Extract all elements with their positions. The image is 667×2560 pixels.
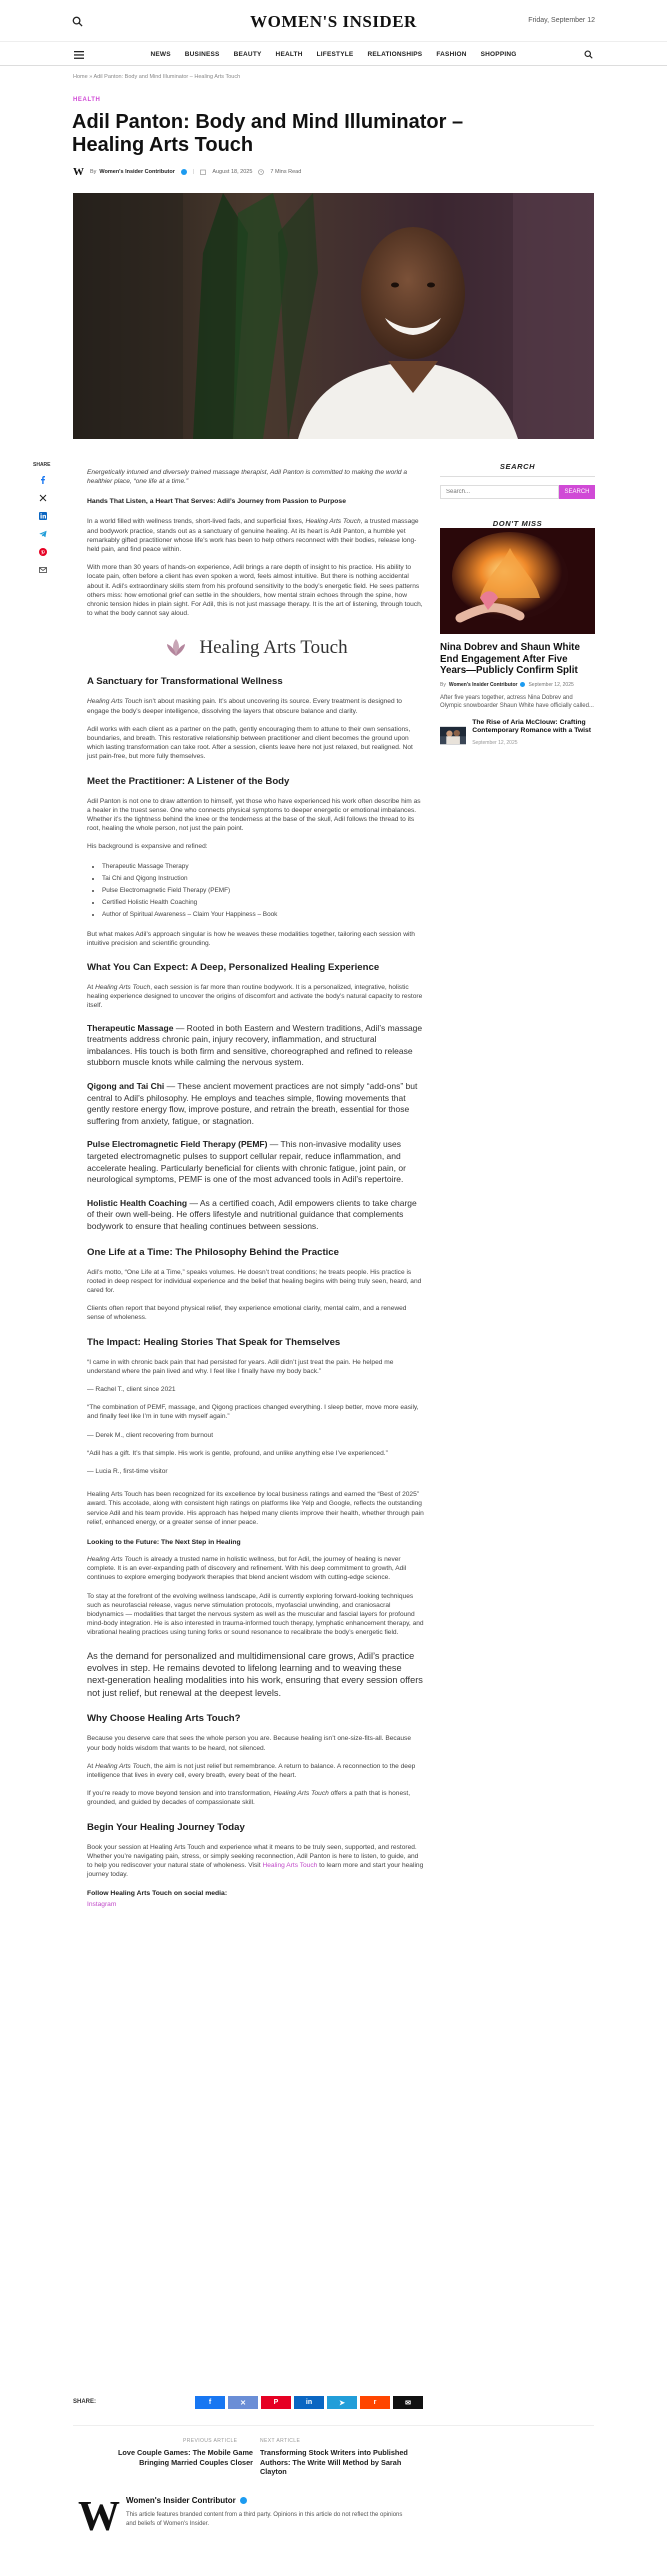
healing-arts-logo-text: Healing Arts Touch bbox=[199, 637, 348, 659]
section-heading-impact: The Impact: Healing Stories That Speak for Themselves bbox=[87, 1336, 341, 1348]
testimonial-quote: “Adil has a gift. It’s that simple. His work is gentle, profound, and unlike anything else I’ve experienced.” bbox=[87, 1449, 388, 1457]
nav-search-icon[interactable] bbox=[584, 50, 593, 59]
paragraph: To stay at the forefront of the evolving wellness landscape, Adil is currently exploring forward-looking techniques such as neurofascial release, vagus nerve stimulation protocols, myofascial unwinding, and craniosacral biodynamics — modalities that target the nervous system as well as the muscular and fascial layers for profound mind-body integration. He is also interested in trauma-informed touch therapy, lymphatic enhancement therapy, and vibrational healing practices using tuning forks or sound resonance to recalibrate the body’s energetic field. bbox=[87, 1592, 424, 1637]
instagram-link[interactable]: Instagram bbox=[87, 1901, 117, 1909]
menu-icon[interactable] bbox=[74, 51, 84, 59]
site-logo[interactable]: WOMEN'S INSIDER bbox=[250, 12, 417, 31]
share-pinterest-button[interactable]: P bbox=[261, 2396, 291, 2409]
email-icon[interactable] bbox=[39, 566, 47, 574]
top-bar bbox=[0, 0, 667, 42]
paragraph: With more than 30 years of hands-on experience, Adil brings a rare depth of insight to his practice. His ability to locate pain, often before a client has even spoken a word, feels almost intuitive. But there is nothing accidental about it. Adil’s extraordinary skills stem from his profound sensitivity to the body’s energetic field. He sees patterns others miss: how emotional grief can settle in the shoulders, how mental strain echoes through the spine, how chronic tension hides in plain sight. For Adil, this is not just massage therapy. It is the art of listening, through touch, to what the body cannot say aloud. bbox=[87, 564, 423, 618]
testimonial-quote: “I came in with chronic back pain that had persisted for years. Adil didn’t just treat the pain. He helped me understand where the pain lived and why. I feel like I finally have my body back.” bbox=[87, 1358, 394, 1375]
byline: W By Women's Insider Contributor | August 18, 2025 7 Mins Read bbox=[73, 165, 302, 178]
paragraph: If you’re ready to move beyond tension and into transformation, Healing Arts Touch offers a path that is honest, grounded, and guided by decades of compassionate skill. bbox=[87, 1790, 411, 1807]
service-massage: Therapeutic Massage — Rooted in both Eastern and Western traditions, Adil’s massage treatments address chronic pain, injury recovery, inflammation, and structural imbalances. His touch is both firm and sensitive, choreographed and refined to release stubborn muscle knots while calming the nervous system. bbox=[87, 1022, 423, 1068]
list-item: • Author of Spiritual Awareness – Claim Your Happiness – Book bbox=[102, 909, 424, 921]
hero-photo-portrait bbox=[73, 193, 594, 439]
paragraph: In a world filled with wellness trends, short-lived fads, and superficial fixes, Healing Arts Touch, a trusted massage and bodywork practice, stands out as a sanctuary of genuine healing. At its heart is Adil Panton, a humble yet remarkably gifted practitioner whose life’s work has been to help others reconnect with their bodies, release long-held pain, and find peace within. bbox=[87, 518, 419, 554]
service-coaching: Holistic Health Coaching — As a certified coach, Adil empowers clients to take charge of their own well-being. He offers lifestyle and nutritional guidance that complements bodywork to ensure that healing continues between sessions. bbox=[87, 1197, 417, 1231]
lotus-icon bbox=[163, 635, 189, 661]
category-label[interactable]: HEALTH bbox=[73, 97, 101, 103]
paragraph: But what makes Adil’s approach singular is how he weaves these modalities together, tailoring each session with intuitive precision and scientific grounding. bbox=[87, 930, 415, 947]
article-title: Adil Panton: Body and Mind Illuminator – Healing Arts Touch bbox=[72, 111, 464, 156]
nav-item-beauty[interactable]: BEAUTY bbox=[233, 51, 262, 58]
service-qigong: Qigong and Tai Chi — These ancient movement practices are not simply “add-ons” but central to Adil’s philosophy. He employs and teaches simple, flowing movements that gently restore energy flow, improve posture, and retrain the breath, essential for those suffering from anxiety, fatigue, or stagnation. bbox=[87, 1081, 418, 1126]
telegram-icon[interactable] bbox=[39, 530, 47, 538]
article-subhead: Hands That Listen, a Heart That Serves: Adil’s Journey from Passion to Purpose bbox=[87, 498, 346, 506]
search-title: SEARCH bbox=[440, 462, 595, 477]
paragraph: Because you deserve care that sees the whole person you are. Because healing isn’t one-size-fits-all. Because your body holds wisdom that wants to be heard, not silenced. bbox=[87, 1735, 412, 1752]
byline-author[interactable]: Women's Insider Contributor bbox=[99, 169, 175, 175]
background-list bbox=[87, 861, 424, 921]
section-heading-begin: Begin Your Healing Journey Today bbox=[87, 1821, 245, 1833]
feature-excerpt: After five years together, actress Nina Dobrev and Olympic snowboarder Shaun White have officially called... bbox=[440, 694, 594, 710]
main-nav bbox=[0, 44, 667, 66]
small-post-title[interactable]: The Rise of Aria McClouw: Crafting Contemporary Romance with a Twist bbox=[472, 718, 592, 735]
share-rail bbox=[33, 462, 55, 584]
list-item: • Therapeutic Massage Therapy bbox=[102, 861, 424, 873]
next-article-title[interactable]: Transforming Stock Writers into Published Authors: The Write Will Method by Sarah Clayton bbox=[260, 2448, 408, 2476]
x-icon[interactable] bbox=[39, 494, 47, 502]
prev-article-title[interactable]: Love Couple Games: The Mobile Game Bringing Married Couples Closer bbox=[117, 2448, 253, 2467]
feature-title[interactable]: Nina Dobrev and Shaun White End Engagement After Five Years—Publicly Confirm Split bbox=[440, 642, 580, 676]
paragraph: Healing Arts Touch has been recognized for its excellence by local business ratings and earned the “Best of 2025” award. This accolade, along with consistent high ratings on platforms like Yelp and Google, reflects the outstanding service Adil and his team provide. His approach has helped many clients improve their health, whether through pain relief, enhanced energy, or a greater sense of inner peace. bbox=[87, 1491, 424, 1526]
testimonial-quote: “The combination of PEMF, massage, and Qigong practices changed everything. I sleep better, move more easily, and finally feel like I’m in tune with myself again.” bbox=[87, 1404, 419, 1421]
share-x-button[interactable]: ✕ bbox=[228, 2396, 258, 2409]
paragraph: At Healing Arts Touch, the aim is not just relief but remembrance. A return to balance. A reconnection to the deep intelligence that lives in every cell, every breath, every beat of the heart. bbox=[87, 1762, 416, 1779]
paragraph: At Healing Arts Touch, each session is far more than routine bodywork. It is a personalized, integrative, holistic healing experience designed to uncover the origins of discomfort and activate the body’s natural capacity to restore itself. bbox=[87, 984, 423, 1010]
share-label: SHARE bbox=[33, 462, 51, 468]
sidebar-search-input[interactable] bbox=[440, 485, 559, 499]
section-heading-onelife: One Life at a Time: The Philosophy Behind the Practice bbox=[87, 1246, 339, 1258]
small-post[interactable] bbox=[440, 719, 595, 752]
prev-article-label: PREVIOUS ARTICLE bbox=[183, 2438, 238, 2444]
list-item: • Pulse Electromagnetic Field Therapy (PEMF) bbox=[102, 885, 424, 897]
verified-icon bbox=[520, 682, 525, 687]
breadcrumb[interactable]: Home » Adil Panton: Body and Mind Illuminator – Healing Arts Touch bbox=[73, 74, 241, 80]
paragraph: Healing Arts Touch is already a trusted name in holistic wellness, but for Adil, the journey of healing is never complete. It is an ever-expanding path of discovery and refinement. With his deep commitment to growth, Adil continues to explore emerging bodywork therapies that blend ancient wisdom with cutting-edge science. bbox=[87, 1556, 407, 1582]
sidebar-search-button[interactable]: SEARCH bbox=[559, 485, 595, 499]
nav-item-fashion[interactable]: FASHION bbox=[436, 51, 467, 58]
share-bar bbox=[73, 2396, 594, 2409]
section-heading-future: Looking to the Future: The Next Step in Healing bbox=[87, 1539, 241, 1547]
share-email-button[interactable]: ✉ bbox=[393, 2396, 423, 2409]
healing-arts-logo bbox=[87, 632, 424, 664]
article-body bbox=[87, 458, 424, 1910]
next-article-label: NEXT ARTICLE bbox=[260, 2438, 301, 2444]
share-footer-label: SHARE: bbox=[73, 2399, 97, 2405]
section-heading-sanctuary: A Sanctuary for Transformational Wellness bbox=[87, 676, 283, 688]
calendar-icon bbox=[200, 169, 206, 175]
nav-item-shopping[interactable]: SHOPPING bbox=[480, 51, 517, 58]
paragraph: Book your session at Healing Arts Touch and experience what it means to be truly seen, supported, and restored. Whether you’re navigating pain, stress, or simply seeking reconnection, Adil Panton is here to listen, to guide, and to help you rediscover your natural state of wholeness. Visit Healing Arts Touch to learn more and start your healing journey today. bbox=[87, 1843, 424, 1879]
paragraph: Adil works with each client as a partner on the path, gently encouraging them to attune to their own sensations, boundaries, and breath. This restorative relationship between practitioner and client becomes the ground upon which lasting transformation can take root. After a session, clients leave here not just relaxed, but realigned. Not just pain-free, but more fully themselves. bbox=[87, 725, 413, 761]
feature-photo bbox=[440, 528, 595, 634]
nav-item-relationships[interactable]: RELATIONSHIPS bbox=[367, 51, 423, 58]
feature-image[interactable] bbox=[440, 528, 595, 634]
paragraph: His background is expansive and refined: bbox=[87, 843, 208, 851]
byline-prefix: By bbox=[90, 169, 97, 175]
nav-item-lifestyle[interactable]: LIFESTYLE bbox=[316, 51, 354, 58]
author-box-text: This article features branded content from a third party. Opinions in this article do not reflect the opinions and beliefs of Women's Insider. bbox=[126, 2512, 403, 2527]
testimonial-author: — Lucia R., first-time visitor bbox=[87, 1468, 168, 1476]
dont-miss-title: DON'T MISS bbox=[440, 519, 595, 534]
author-box-logo: W bbox=[78, 2494, 120, 2540]
testimonial-author: — Derek M., client recovering from burnout bbox=[87, 1431, 214, 1439]
follow-heading: Follow Healing Arts Touch on social media: bbox=[87, 1890, 228, 1898]
sidebar bbox=[440, 462, 595, 746]
author-logo: W bbox=[73, 165, 84, 178]
header-date: Friday, September 12 bbox=[528, 17, 595, 24]
share-telegram-button[interactable]: ➤ bbox=[327, 2396, 357, 2409]
share-linkedin-button[interactable]: in bbox=[294, 2396, 324, 2409]
section-heading-expect: What You Can Expect: A Deep, Personalized Healing Experience bbox=[87, 962, 380, 974]
facebook-icon[interactable] bbox=[39, 476, 47, 484]
section-heading-why: Why Choose Healing Arts Touch? bbox=[87, 1713, 241, 1725]
section-heading-practitioner: Meet the Practitioner: A Listener of the Body bbox=[87, 775, 290, 787]
list-item: • Certified Holistic Health Coaching bbox=[102, 897, 424, 909]
nav-item-health[interactable]: HEALTH bbox=[275, 51, 303, 58]
article-lede: Energetically intuned and diversely trained massage therapist, Adil Panton is committed to making the world a healthier place, “one life at a time.” bbox=[87, 469, 408, 486]
list-item: • Tai Chi and Qigong Instruction bbox=[102, 873, 424, 885]
paragraph: Adil’s motto, “One Life at a Time,” speaks volumes. He doesn’t treat conditions; he treats people. His practice is rooted in deep respect for individual experience and the belief that healing begins with being truly seen, heard, and cared for. bbox=[87, 1268, 422, 1294]
nav-item-business[interactable]: BUSINESS bbox=[184, 51, 220, 58]
share-facebook-button[interactable]: f bbox=[195, 2396, 225, 2409]
nav-item-news[interactable]: NEWS bbox=[150, 51, 171, 58]
paragraph: Healing Arts Touch isn’t about masking pain. It’s about uncovering its source. Every treatment is designed to engage the body’s deeper intelligence, dissolving the layers that obscure balance and clarity. bbox=[87, 698, 402, 715]
paragraph: Adil Panton is not one to draw attention to himself, yet those who have experienced his work often describe him as a healer in the truest sense. One who connects physical symptoms to deeper energetic or emotional imbalances. Whether it’s the tightness behind the knee or the tenderness at the base of the skull, Adil follows the thread to its root, healing the whole person, not just the pain point. bbox=[87, 797, 421, 833]
future-highlight: As the demand for personalized and multidimensional care grows, Adil’s practice evolves in step. He remains devoted to lifelong learning and to weaving these next-generation healing modalities into his work, ensuring that every session offers not just relief, but renewal at the deepest levels. bbox=[87, 1650, 423, 1698]
healing-arts-link[interactable]: Healing Arts Touch bbox=[262, 1861, 318, 1869]
author-box-name[interactable]: Women's Insider Contributor bbox=[126, 2496, 236, 2505]
clock-icon bbox=[258, 169, 264, 175]
verified-icon bbox=[181, 169, 187, 175]
linkedin-icon[interactable] bbox=[39, 512, 47, 520]
byline-date: August 18, 2025 bbox=[212, 169, 253, 175]
divider bbox=[73, 2425, 594, 2426]
small-post-date: September 12, 2025 bbox=[472, 739, 518, 746]
hero-image bbox=[73, 193, 594, 439]
service-pemf: Pulse Electromagnetic Field Therapy (PEMF) — This non-invasive modality uses targeted electromagnetic pulses to support cellular repair, reduce inflammation, and accelerate healing. Particularly beneficial for clients with chronic fatigue, joint pain, or neurological symptoms, PEMF is one of the most advanced tools in Adil’s repertoire. bbox=[87, 1139, 406, 1185]
paragraph: Clients often report that beyond physical relief, they experience emotional clarity, mental calm, and a renewed sense of wholeness. bbox=[87, 1305, 407, 1322]
verified-icon bbox=[240, 2497, 247, 2504]
pinterest-icon[interactable] bbox=[39, 548, 47, 556]
small-post-thumb bbox=[440, 719, 466, 752]
testimonial-author: — Rachel T., client since 2021 bbox=[87, 1386, 176, 1394]
read-time: 7 Mins Read bbox=[270, 169, 302, 175]
feature-byline: By Women's Insider Contributor September 12, 2025 bbox=[440, 681, 574, 688]
share-reddit-button[interactable]: r bbox=[360, 2396, 390, 2409]
